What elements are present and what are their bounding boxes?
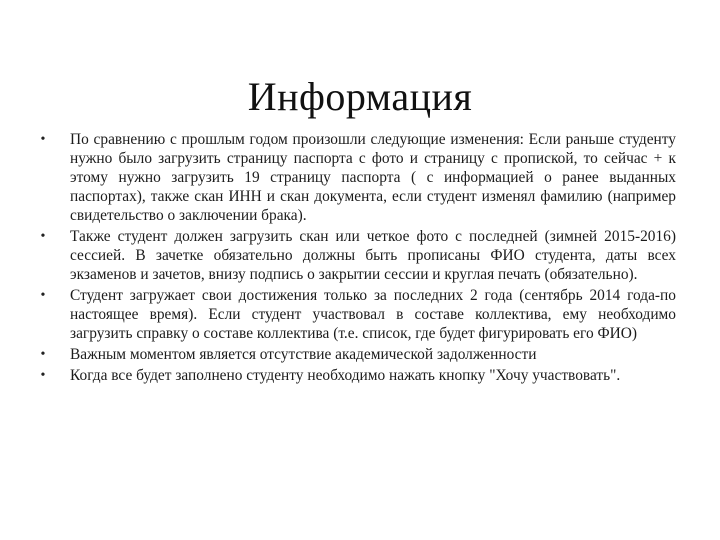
bullet-icon: •	[40, 368, 46, 383]
bullet-icon: •	[40, 347, 46, 362]
slide-content	[36, 130, 676, 387]
bullet-text: Студент загружает свои достижения только за последних 2 года (сентябрь 2014 года-по настоящее время). Если студент участвовал в составе коллектива, ему необходимо загрузить справку о составе коллектива (т.е. список, где будет фигурировать его ФИО)	[70, 287, 676, 342]
bullet-list	[36, 130, 676, 385]
bullet-item-achievements	[36, 286, 676, 343]
slide-title: Информация	[247, 73, 473, 119]
bullet-icon: •	[40, 288, 46, 303]
bullet-text: По сравнению с прошлым годом произошли следующие изменения: Если раньше студенту нужно было загрузить страницу паспорта с фото и страницу с пропиской, то сейчас + к этому нужно загрузить 19 страницу паспорта ( с информацией о ранее выданных паспортах), также скан ИНН и скан документа, если студент изменял фамилию (например свидетельство о заключении брака).	[70, 131, 676, 224]
bullet-icon: •	[40, 132, 46, 147]
bullet-text: Когда все будет заполнено студенту необходимо нажать кнопку "Хочу участвовать".	[70, 367, 621, 384]
bullet-item-session-scan	[36, 227, 676, 284]
bullet-item-changes	[36, 130, 676, 225]
bullet-icon: •	[40, 229, 46, 244]
bullet-text: Важным моментом является отсутствие академической задолженности	[70, 346, 537, 363]
bullet-item-no-debt	[36, 345, 676, 364]
bullet-text: Также студент должен загрузить скан или четкое фото с последней (зимней 2015-2016) сессией. В зачетке обязательно должны быть прописаны ФИО студента, даты всех экзаменов и зачетов, внизу подпись о закрытии сессии и круглая печать (обязательно).	[70, 228, 676, 283]
bullet-item-participate	[36, 366, 676, 385]
